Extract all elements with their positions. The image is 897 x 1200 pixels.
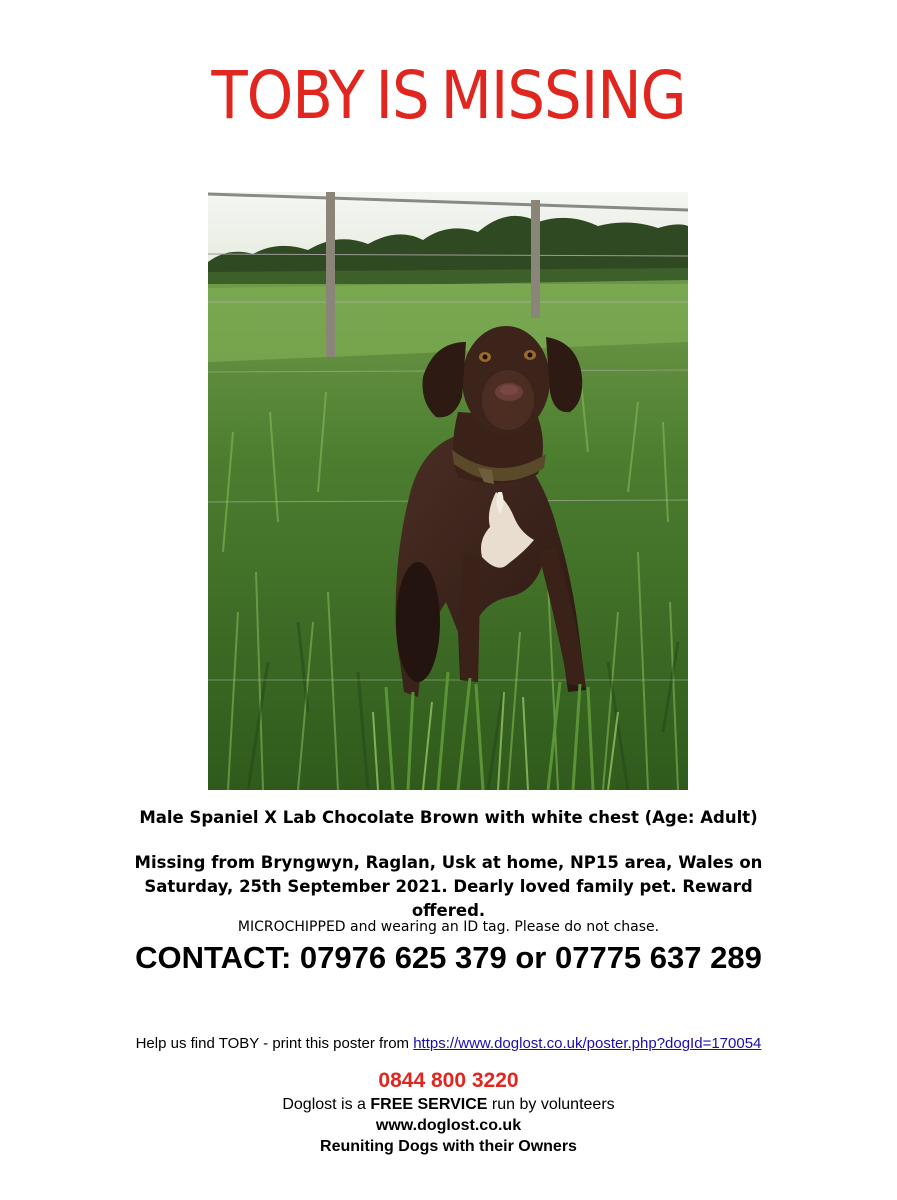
help-prefix: Help us find TOBY - print this poster from bbox=[135, 1035, 414, 1052]
dog-photo bbox=[208, 192, 688, 790]
footer bbox=[0, 1068, 897, 1157]
microchip-note: MICROCHIPPED and wearing an ID tag. Please do not chase. bbox=[237, 919, 660, 935]
tagline: Reuniting Dogs with their Owners bbox=[320, 1138, 577, 1155]
service-prefix: Doglost is a bbox=[282, 1096, 371, 1113]
service-suffix: run by volunteers bbox=[487, 1096, 615, 1113]
missing-details: Missing from Bryngwyn, Raglan, Usk at home, NP15 area, Wales on Saturday, 25th September 2021. Dearly loved family pet. Reward offered. bbox=[134, 853, 763, 920]
help-line bbox=[0, 1033, 897, 1055]
service-line bbox=[0, 1094, 897, 1115]
website: www.doglost.co.uk bbox=[375, 1117, 522, 1134]
service-bold: FREE SERVICE bbox=[370, 1096, 488, 1113]
poster-title: TOBY IS MISSING bbox=[211, 57, 686, 134]
contact-numbers: CONTACT: 07976 625 379 or 07775 637 289 bbox=[135, 940, 762, 975]
doglost-phone: 0844 800 3220 bbox=[378, 1069, 519, 1092]
poster-link[interactable]: https://www.doglost.co.uk/poster.php?dogId=170054 bbox=[413, 1035, 762, 1052]
breed-description: Male Spaniel X Lab Chocolate Brown with white chest (Age: Adult) bbox=[139, 808, 758, 827]
